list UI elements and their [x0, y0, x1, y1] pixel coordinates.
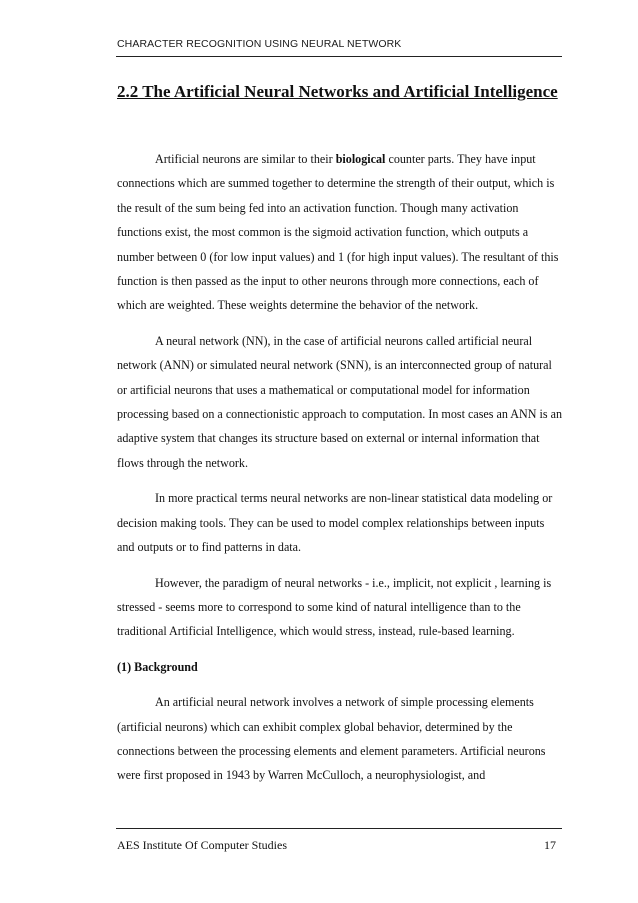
page-number: 17	[544, 838, 556, 852]
footer-institute: AES Institute Of Computer Studies	[117, 838, 287, 852]
body-text	[117, 147, 562, 788]
footer-divider	[116, 828, 562, 829]
subheading-background: (1) Background	[117, 659, 198, 674]
section-title: 2.2 The Artificial Neural Networks and Artificial Intelligence	[117, 82, 558, 101]
paragraph-1-rest: counter parts. They have input connections which are summed together to determine the strength of their output, which is the result of the sum being fed into an activation function. Though many activation functions exist, the most common is the sigmoid activation function, which outputs a number between 0 (for low input values) and 1 (for high input values). The resultant of this function is then passed as the input to other neurons through more connections, each of which are weighted. These weights determine the behavior of the network.	[117, 152, 559, 313]
paragraph-4: However, the paradigm of neural networks - i.e., implicit, not explicit , learning is stressed - seems more to correspond to some kind of natural intelligence than to the traditional Artificial Intelligence, which would stress, instead, rule-based learning.	[117, 575, 552, 639]
header-divider	[116, 56, 562, 57]
paragraph-1	[117, 147, 562, 318]
running-header: CHARACTER RECOGNITION USING NEURAL NETWORK	[117, 38, 402, 50]
paragraph-3: In more practical terms neural networks are non-linear statistical data modeling or decision making tools. They can be used to model complex relationships between inputs and outputs or to find patterns in data.	[117, 491, 553, 555]
paragraph-5: An artificial neural network involves a network of simple processing elements (artificial neurons) which can exhibit complex global behavior, determined by the connections between the processing elements and element parameters. Artificial neurons were first proposed in 1943 by Warren McCulloch, a neurophysiologist, and	[117, 695, 546, 783]
paragraph-2: A neural network (NN), in the case of artificial neurons called artificial neural network (ANN) or simulated neural network (SNN), is an interconnected group of natural or artificial neurons that uses a mathematical or computational model for information processing based on a connectionistic approach to computation. In most cases an ANN is an adaptive system that changes its structure based on external or internal information that flows through the network.	[117, 333, 563, 470]
emphasis-biological: biological	[335, 152, 386, 166]
paragraph-1-start: Artificial neurons are similar to their	[155, 152, 336, 166]
